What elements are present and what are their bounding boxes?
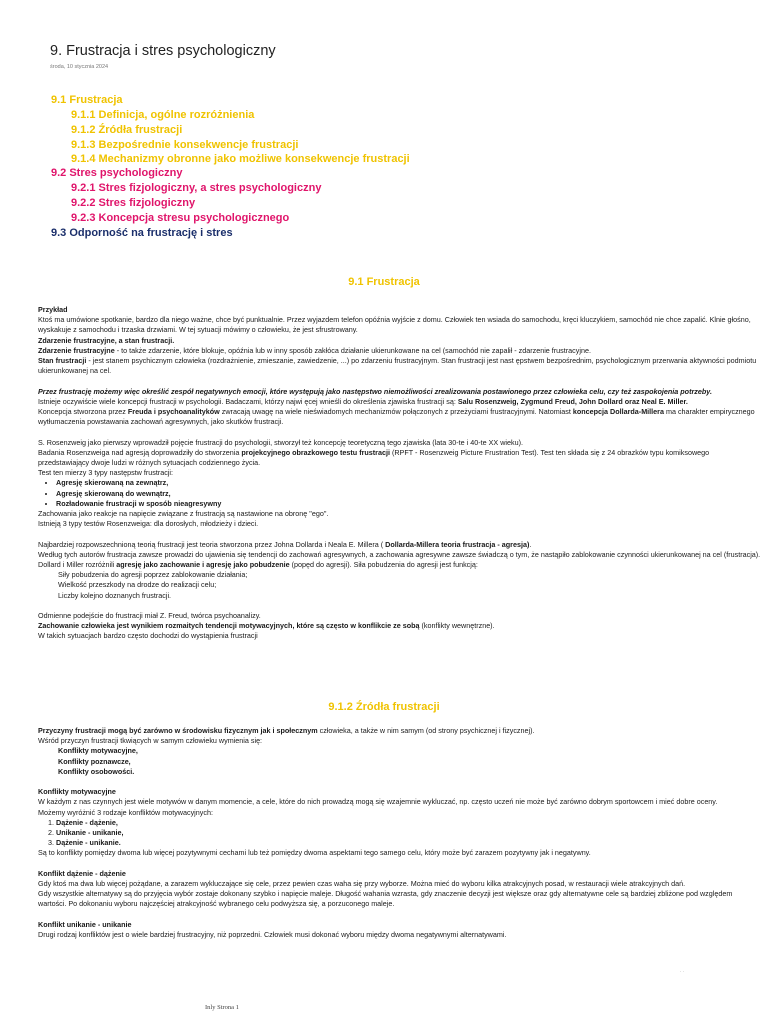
list-item: Konflikty poznawcze, [58,756,131,766]
section-heading-zrodla: 9.1.2 Źródła frustracji [328,701,440,713]
toc-item[interactable]: 9.1.4 Mechanizmy obronne jako możliwe konsekwencje frustracji [71,153,410,165]
freud-conflict: Zachowanie człowieka jest wynikiem rozmaitych tendencji motywacyjnych, które są często w konflikcie ze sobą (konflikty wewnętrzne). [38,621,495,631]
list-item: Konflikty motywacyjne, [58,746,138,756]
dollard-miller: Dollard i Miller rozróżnili agresję jako zachowanie i agresję jako pobudzenie (popęd do agresji). Siła pobudzenia do agresji jest funkcją: [38,560,478,570]
freud-frustration: W takich sytuacjach bardzo często dochodzi do wystąpienia frustracji [38,631,258,641]
list-item: • Agresję skierowaną na zewnątrz, [56,478,762,488]
konflikty-motywacyjne-text: W każdym z nas czynnych jest wiele motywów w danym momencie, a cele, które do nich prowadzą mogą się wzajemnie wykluczać, np. często uczeń nie może być zarówno dobrym sportowcem i mieć dobre oceny. [38,797,718,807]
toc-item[interactable]: 9.1.3 Bezpośrednie konsekwencje frustracji [71,139,299,151]
rosenzweig-tests: Istnieją 3 typy testów Rosenzweiga: dla dorosłych, młodzieży i dzieci. [38,519,259,529]
dollard-theory: Według tych autorów frustracja zawsze prowadzi do ujawienia się tendencji do zachowań agresywnych, a zachowania agresywne zawsze świadczą o tym, że nastąpiło zablokowanie czynności ukierunkowanej na cel (frustracja). [38,549,761,559]
list-item: 3. Dążenie - unikanie. [56,838,762,848]
toc-item[interactable]: 9.1.2 Źródła frustracji [71,124,183,136]
toc-item[interactable]: 9.2 Stres psychologiczny [51,167,183,179]
numbered-list [38,818,762,849]
toc-item[interactable]: 9.2.2 Stres fizjologiczny [71,197,196,209]
page-title: 9. Frustracja i stres psychologiczny [50,43,276,59]
konflikt-dazenie-text-2: Gdy wszystkie alternatywy są do przyjęcia wybór zostaje dokonany szybko i napięcie maleje. Długość wahania wzrasta, gdy znaczenie decyzji jest większe oraz gdy alternatywne cele są bardziej zbliżone pod względem wartości. Po dokonaniu wyboru najczęściej atrakcyjność wybranego celu podwyższa się, a porzuconego maleje. [38,889,733,909]
toc-item[interactable]: 9.1 Frustracja [51,94,123,106]
rosenzweig-intro: S. Rosenzweig jako pierwszy wprowadził pojęcie frustracji do psychologii, stworzył też koncepcję teoretyczną tego zjawiska (lata 30-te i 40-te XX wieku). [38,437,523,447]
section-body-frustracja [38,305,762,642]
konflikty-opis: Są to konflikty pomiędzy dwoma lub więcej pozytywnymi cechami lub też pomiędzy dwoma aspektami tego samego celu, który może być zarazem pozytywny jak i negatywny. [38,848,591,858]
dollard-paragraph: Najbardziej rozpowszechnioną teorią frustracji jest teoria stworzona przez Johna Dollarda i Neala E. Millera ( Dollarda-Millera teoria frustracja - agresja). [38,539,532,549]
section-heading-frustracja: 9.1 Frustracja [348,276,420,288]
konflikt-dazenie-text: Gdy ktoś ma dwa lub więcej pożądane, a zarazem wykluczające się cele, przez pewien czas waha się przy wyborze. Można mieć do wyboru kilka atrakcyjnych posad, w restauracji wiele atrakcyjnych dań. [38,879,686,889]
przyczyny-list-intro: Wśród przyczyn frustracji tkwiących w samym człowieku wymienia się: [38,736,263,746]
list-item: Liczby kolejno doznanych frustracji. [58,590,172,600]
konflikt-dazenie-heading: Konflikt dążenie - dążenie [38,868,126,878]
konflikty-motywacyjne-heading: Konflikty motywacyjne [38,787,116,797]
konflikt-unikanie-heading: Konflikt unikanie - unikanie [38,919,132,929]
freud-intro: Odmienne podejście do frustracji miał Z. Freud, twórca psychoanalizy. [38,611,261,621]
toc-item[interactable]: 9.2.1 Stres fizjologiczny, a stres psychologiczny [71,182,322,194]
konflikt-unikanie-text: Drugi rodzaj konfliktów jest o wiele bardziej frustracyjny, niż poprzedni. Człowiek musi dokonać wyboru między dwoma negatywnymi alternatywami. [38,930,507,940]
freud-paragraph: Koncepcja stworzona przez Freuda i psychoanalityków zwracają uwagę na wiele nieświadomych mechanizmów połączonych z przeżyciami frustracyjnymi. Natomiast koncepcja Dollarda-Millera ma charakter empirycznego wytłumaczenia powstawania zachowań agresywnych, jako skutków frustracji. [38,407,755,427]
tiny-marker: . . [680,968,685,974]
section-body-zrodla [38,726,762,940]
toc-item[interactable]: 9.2.3 Koncepcja stresu psychologicznego [71,212,290,224]
bullet-list [38,478,762,509]
rosenzweig-ego: Zachowania jako reakcje na napięcie związane z frustracją są nastawione na obronę "ego". [38,509,329,519]
page-date: środa, 10 stycznia 2024 [50,64,109,70]
zdarzenie-heading: Zdarzenie frustracyjne, a stan frustracji. [38,335,175,345]
przyczyny-paragraph: Przyczyny frustracji mogą być zarówno w środowisku fizycznym jak i społecznym człowieka, a także w nim samym (od strony psychicznej i fizycznej). [38,726,535,735]
toc-item[interactable]: 9.3 Odporność na frustrację i stres [51,227,233,239]
rosenzweig-types: Test ten mierzy 3 typy następstw frustracji: [38,468,174,478]
example-text: Ktoś ma umówione spotkanie, bardzo dla niego ważne, chce być punktualnie. Przez wyjazdem telefon opóźnia wyjście z domu. Człowiek ten wsiada do samochodu, kręci kluczykiem, samochód nie chce zapalić. Klnie głośno, wyskakuje z samochodu i trzaska drzwiami. W tej sytuacji mówimy o człowieku, że jest sfrustrowany. [38,315,751,335]
example-label: Przykład [38,305,68,314]
list-item: 2. Unikanie - unikanie, [56,828,762,838]
frustracja-definition: Przez frustrację możemy więc określić zespół negatywnych emocji, które występują jako następstwo niemożliwości zrealizowania postawionego przez człowieka celu, czy też zaspokojenia potrzeby. [38,386,712,396]
list-item: Siły pobudzenia do agresji poprzez zablokowanie działania; [58,570,248,580]
list-item: • Agresję skierowaną do wewnątrz, [56,489,762,499]
rosenzweig-test: Badania Rosenzweiga nad agresją doprowadziły do stworzenia projekcyjnego obrazkowego testu frustracji (RPFT - Rosenzweig Picture Frustration Test). Test ten składa się z 24 obrazków typu komiksowego przedstawiający dwoje ludzi w różnych sytuacjach codziennego życia. [38,447,710,468]
zdarzenie-definition: Zdarzenie frustracyjne - to także zdarzenie, które blokuje, opóźnia lub w inny sposób zakłóca działanie ukierunkowane na cel (samochód nie zapalił - zdarzenie frustracyjne. [38,345,591,355]
list-item: • Rozładowanie frustracji w sposób nieagresywny [56,499,762,509]
list-item: 1. Dążenie - dążenie, [56,818,762,828]
stan-definition: Stan frustracji - jest stanem psychicznym człowieka (rozdrażnienie, zmieszanie, zawiedzenie, ...) po zdarzeniu frustracyjnym. Stan frustracji jest nast ępstwem bezpośrednim, psychologicznym przerwania aktywności podmiotu ukierunkowanej na cel. [38,356,757,376]
konflikty-rodzaje: Możemy wyróżnić 3 rodzaje konfliktów motywacyjnych: [38,807,213,817]
koncepcje-paragraph: Istnieje oczywiście wiele koncepcji frustracji w psychologii. Badaczami, którzy najwi ęcej wnieśli do określenia zjawiska frustracji są: Salu Rosenzweig, Zygmund Freud, John Dollard oraz Neal E. Miller. [38,396,688,406]
list-item: Wielkość przeszkody na drodze do realizacji celu; [58,580,217,590]
toc-item[interactable]: 9.1.1 Definicja, ogólne rozróżnienia [71,109,255,121]
list-item: Konflikty osobowości. [58,766,135,776]
page-footer: Inly Strona 1 [205,1004,239,1011]
